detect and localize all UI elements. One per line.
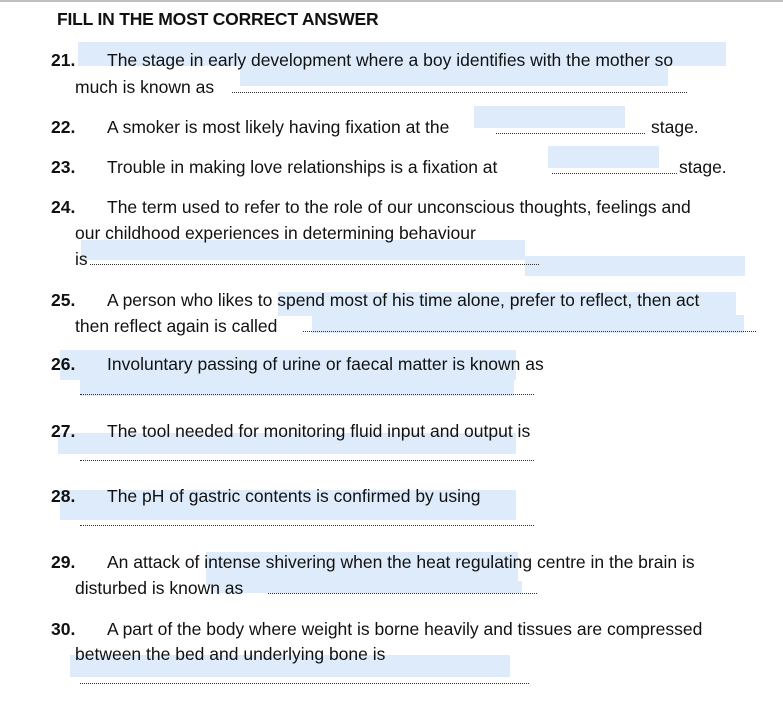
question-number: 22.: [51, 117, 76, 137]
question-suffix: stage.: [651, 117, 699, 137]
question-text: between the bed and underlying bone is: [75, 644, 386, 664]
question-number: 29.: [51, 552, 76, 572]
answer-blank[interactable]: [552, 173, 677, 174]
question-text: then reflect again is called: [75, 316, 278, 336]
question-text: our childhood experiences in determining behaviour: [75, 223, 476, 243]
question-text: much is known as: [75, 77, 215, 97]
answer-blank[interactable]: [80, 394, 534, 395]
question-text: Involuntary passing of urine or faecal matter is known as: [107, 354, 544, 374]
question-text: Trouble in making love relationships is a fixation at: [107, 157, 498, 177]
question-text: A person who likes to spend most of his time alone, prefer to reflect, then act: [107, 290, 700, 310]
question-number: 28.: [51, 486, 76, 506]
question-suffix: stage.: [679, 157, 727, 177]
answer-blank[interactable]: [268, 593, 537, 594]
answer-blank[interactable]: [90, 264, 539, 265]
page-title: FILL IN THE MOST CORRECT ANSWER: [57, 9, 379, 29]
answer-blank[interactable]: [80, 460, 534, 461]
question-number: 23.: [51, 157, 76, 177]
question-text: A part of the body where weight is borne heavily and tissues are compressed: [107, 619, 703, 639]
answer-blank[interactable]: [232, 92, 687, 93]
answer-blank[interactable]: [80, 525, 534, 526]
question-text: The term used to refer to the role of our unconscious thoughts, feelings and: [107, 197, 691, 217]
answer-blank[interactable]: [303, 331, 756, 332]
question-number: 25.: [51, 290, 76, 310]
question-text: An attack of intense shivering when the heat regulating centre in the brain is: [107, 552, 695, 572]
answer-blank[interactable]: [80, 683, 529, 684]
highlight: [212, 581, 522, 593]
answer-blank[interactable]: [496, 133, 645, 134]
top-border: [0, 0, 783, 2]
question-number: 27.: [51, 421, 76, 441]
question-number: 24.: [51, 197, 76, 217]
highlight: [548, 146, 659, 168]
question-text: The tool needed for monitoring fluid input and output is: [107, 421, 531, 441]
question-number: 30.: [51, 619, 76, 639]
question-text: A smoker is most likely having fixation at the: [107, 117, 450, 137]
question-number: 21.: [51, 50, 76, 70]
question-text: disturbed is known as: [75, 578, 244, 598]
question-text: is: [75, 249, 88, 269]
question-text: The stage in early development where a boy identifies with the mother so: [107, 50, 674, 70]
question-text: The pH of gastric contents is confirmed by using: [107, 486, 481, 506]
question-number: 26.: [51, 354, 76, 374]
highlight: [474, 106, 625, 128]
highlight: [525, 256, 745, 276]
